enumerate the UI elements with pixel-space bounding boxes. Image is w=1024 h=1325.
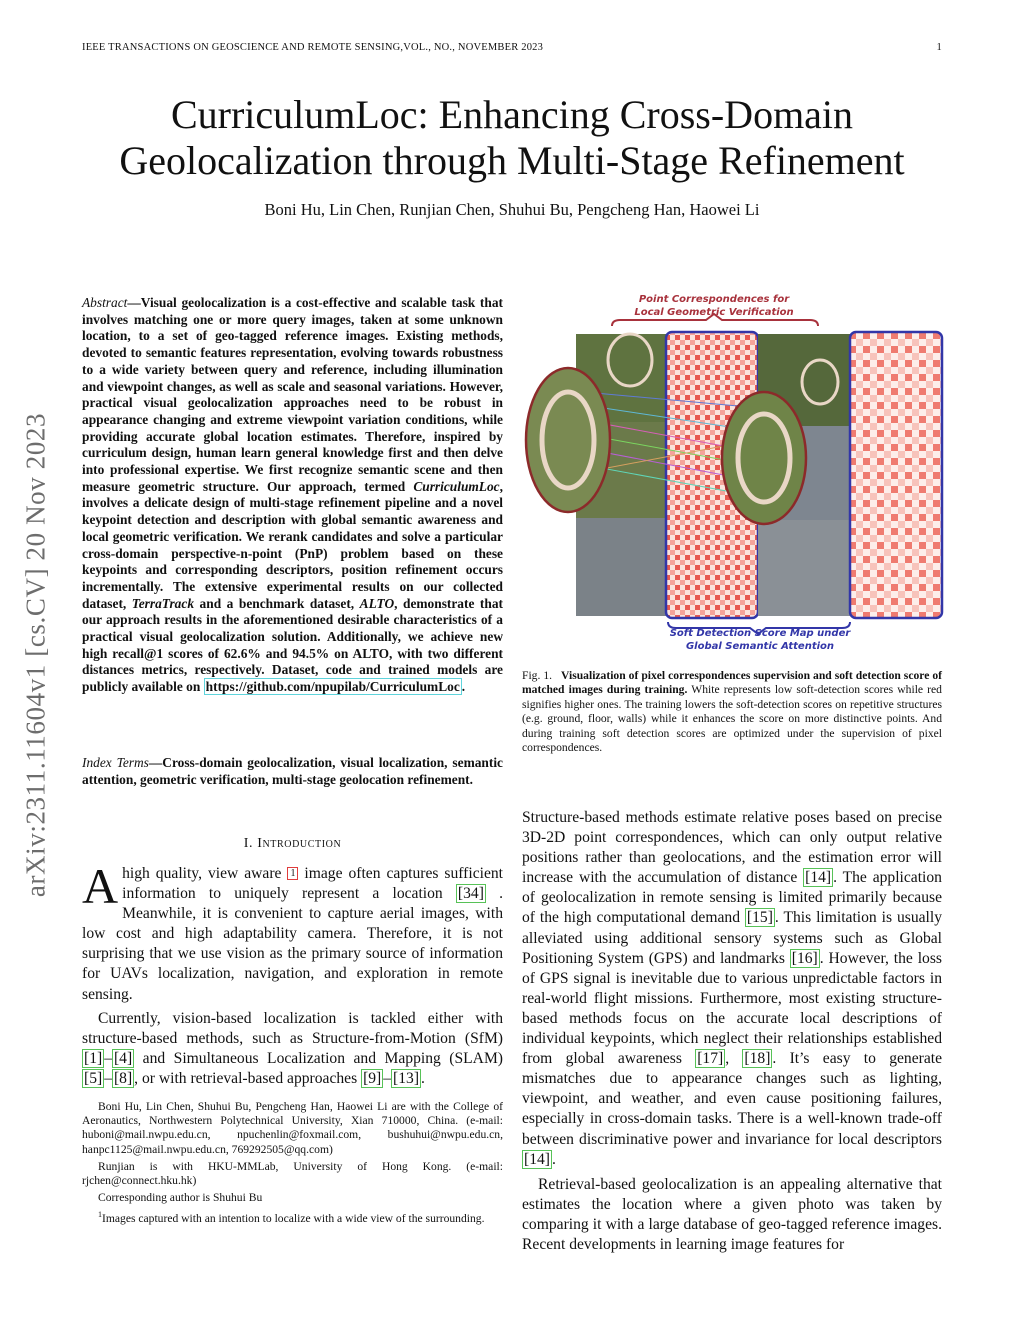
drop-cap: A: [82, 858, 119, 914]
heatmap-right: [850, 332, 942, 618]
right-paragraph-1: [522, 808, 942, 1170]
github-link[interactable]: https://github.com/npupilab/CurriculumLoc: [205, 679, 460, 695]
footnote-link[interactable]: 1: [287, 867, 298, 880]
rc-p1c: . This limitation is usually alleviated using additional sensory systems such as Global Positioning System (GPS) and landmarks: [522, 909, 942, 967]
intro-p1c: . Meanwhile, it is convenient to capture aerial images, with low cost and high adaptability camera. Therefore, it is not surprising that we use vision as the primary source of information for UAVs localization, navigation, and exploration in remote sensing.: [82, 885, 504, 1003]
footnote-number: 1: [98, 1210, 102, 1220]
abstract-label: Abstract: [82, 295, 128, 310]
citation-link[interactable]: [34]: [457, 885, 484, 903]
rc-p1g: .: [551, 1150, 556, 1168]
intro-p2a: Currently, vision-based localization is tackled either with structure-based methods, such as Structure-from-Motion (SfM): [82, 1009, 503, 1047]
citation-link[interactable]: [4]: [113, 1049, 133, 1067]
citation-link[interactable]: [14]: [524, 1150, 550, 1168]
index-terms: [82, 755, 503, 788]
abstract-text-2: , involves a delicate design of multi-stage refinement pipeline and a novel keypoint detection and description with global semantic awareness and local geometric verification. We rerank candidates and solve a particular cross-domain perspective-n-point (PnP) problem based on these keypoints and corresponding descriptors, position refinement occurs incrementally. The extensive experimental results on our collected dataset,: [82, 478, 503, 611]
paper-title: [40, 92, 984, 184]
rc-p1b: . The application of geolocalization in remote sensing is limited primarily because of the high computational demand: [522, 869, 942, 927]
section-numeral: I.: [243, 836, 254, 851]
intro-p1a: high quality, view aware: [122, 865, 288, 882]
journal-name: IEEE TRANSACTIONS ON GEOSCIENCE AND REMOTE SENSING,VOL., NO., NOVEMBER 2023: [82, 42, 544, 53]
author-list: Boni Hu, Lin Chen, Runjian Chen, Shuhui Bu, Pengcheng Han, Haowei Li: [264, 200, 760, 219]
abstract-text-4: , demonstrate that our approach results in the aforementioned desirable characteristics of a practical visual geolocalization solution. Additionally, we achieve new high recall@1 scores of 62.6% and 94.5% on ALTO, with two different distances metrics, respectively. Dataset, code and trained models are publicly available on: [82, 595, 503, 695]
bottom-label-line-1: Soft Detection Score Map under: [669, 628, 851, 639]
rc-p1e: ,: [725, 1050, 743, 1068]
rc-p1d: . However, the loss of GPS signal is inevitable due to various unpredictable factors in real-world flight missions. Furthermore, most existing structure-based methods focus on the accurate local descriptions of individual keypoints, which neglect their relationships established from global awareness: [522, 949, 942, 1068]
method-name: CurriculumLoc: [413, 478, 500, 494]
figure-1: [520, 290, 948, 660]
intro-p1b: image often captures sufficient information to uniquely represent a location: [122, 865, 504, 903]
citation-link[interactable]: [18]: [744, 1050, 771, 1068]
caption-text: White represents low soft-detection scores while red signifies higher ones. The training lowers the soft-detection scores on repetitive structures (e.g. ground, floor, walls) while it enhances the score on more distinctive points. And during training soft detection scores are optimized under the supervision of pixel correspondences.: [522, 683, 942, 755]
intro-p2d: .: [421, 1069, 425, 1087]
citation-link[interactable]: [16]: [791, 949, 818, 967]
aerial-photo-3: [576, 518, 666, 616]
rc-p1a: Structure-based methods estimate relative poses based on precise 3D-2D point correspondences, which can only output relative positions rather than geolocations, and the estimation error will increase with the accumulation of distance: [522, 809, 942, 887]
footnote-text: Images captured with an intention to localize with a wide view of the surrounding.: [102, 1212, 485, 1226]
section-heading: [82, 836, 503, 852]
index-terms-text: —Cross-domain geolocalization, visual localization, semantic attention, geometric verification, multi-stage geolocation refinement.: [82, 755, 503, 787]
top-label-line-2: Local Geometric Verification: [634, 307, 794, 318]
bottom-label-line-2: Global Semantic Attention: [685, 641, 835, 652]
aerial-photo-6: [758, 520, 850, 616]
arxiv-id: arXiv:2311.11604v1 [cs.CV] 20 Nov 2023: [20, 412, 51, 898]
affiliation-note: Boni Hu, Lin Chen, Shuhui Bu, Pengcheng Han, Haowei Li are with the College of Aeronautics, Northwestern Polytechnical University, Xian 710000, China. (e-mail: huboni@mail.nwpu.edu.cn, npuchenlin@foxmail.com, bushuhui@nwpu.edu.cn, hanpc1125@mail.nwpu.edu.cn, 769292505@qq.com): [82, 1100, 503, 1156]
citation-link[interactable]: [1]: [84, 1049, 103, 1067]
abstract: [82, 295, 503, 696]
rc-p1f: . It’s easy to generate mismatches due to appearance changes such as lighting, viewpoint, and weather, and even cause positioning failures, especially in cross-domain tasks. There is a well-known trade-off between discriminative power and invariance for local descriptors: [522, 1050, 943, 1148]
dataset-alto: ALTO: [359, 595, 395, 611]
index-terms-label: Index Terms: [82, 755, 149, 770]
range-dash: –: [104, 1069, 112, 1087]
dataset-terratrack: TerraTrack: [131, 595, 195, 611]
runjian-note: Runjian is with HKU-MMLab, University of Hong Kong. (e-mail: rjchen@connect.hku.hk): [82, 1159, 503, 1188]
title-line-1: CurriculumLoc: Enhancing Cross-Domain: [170, 92, 854, 137]
citation-link[interactable]: [5]: [84, 1069, 103, 1087]
abstract-text-3: and a benchmark dataset,: [194, 595, 360, 611]
arxiv-stamp: [14, 350, 58, 960]
top-label-line-1: Point Correspondences for: [638, 294, 790, 305]
citation-link[interactable]: [17]: [697, 1050, 724, 1068]
footnotes: [82, 1100, 503, 1229]
page-number: 1: [936, 42, 942, 53]
citation-link[interactable]: [13]: [393, 1069, 420, 1087]
citation-link[interactable]: [15]: [746, 909, 773, 927]
running-header: [82, 42, 942, 53]
section-title: Introduction: [257, 836, 342, 851]
figure-graphic: [520, 290, 948, 660]
corresponding-note: Corresponding author is Shuhui Bu: [98, 1191, 263, 1205]
intro-paragraph-1: [82, 858, 504, 1005]
range-dash: –: [104, 1049, 112, 1067]
right-column-text: [522, 808, 942, 1255]
citation-link[interactable]: [9]: [363, 1069, 382, 1087]
intro-p2b: and Simultaneous Localization and Mapping (SLAM): [134, 1049, 503, 1067]
range-dash: –: [383, 1069, 392, 1087]
caption-bold: Visualization of pixel correspondences supervision and soft detection score of matched images during training.: [522, 669, 942, 697]
intro-p2c: , or with retrieval-based approaches: [134, 1069, 362, 1087]
citation-link[interactable]: [14]: [805, 869, 832, 887]
title-line-2: Geolocalization through Multi-Stage Refinement: [119, 138, 905, 183]
intro-paragraph-2: [82, 1009, 503, 1089]
intro-text: [82, 858, 504, 1089]
figure-caption: [522, 669, 942, 755]
caption-label: Fig. 1.: [522, 669, 553, 682]
abstract-end: .: [461, 679, 466, 695]
citation-link[interactable]: [8]: [113, 1069, 133, 1087]
abstract-text-1: —Visual geolocalization is a cost-effective and scalable task that involves matching one or more query images, taken at some unknown location, to a set of geo-tagged reference images. Existing methods, devoted to semantic features representation, evolving towards robustness to a wide variety between query and reference, including illumination and viewpoint changes, as well as scale and seasonal variations. However, practical visual geolocalization approaches need to be robust in appearance changing and extreme viewpoint variation conditions, while providing accurate global location estimates. Therefore, inspired by curriculum design, human learn general knowledge first and then delve into professional expertise. We first recognize semantic scene and then measure geometric structure. Our approach, termed: [82, 295, 503, 494]
footnote-1: [82, 1208, 503, 1226]
right-paragraph-2: Retrieval-based geolocalization is an appealing alternative that estimates the location where a given photo was taken by comparing it with a large database of geo-tagged reference images. Recent developments in learning image features for: [522, 1175, 942, 1253]
